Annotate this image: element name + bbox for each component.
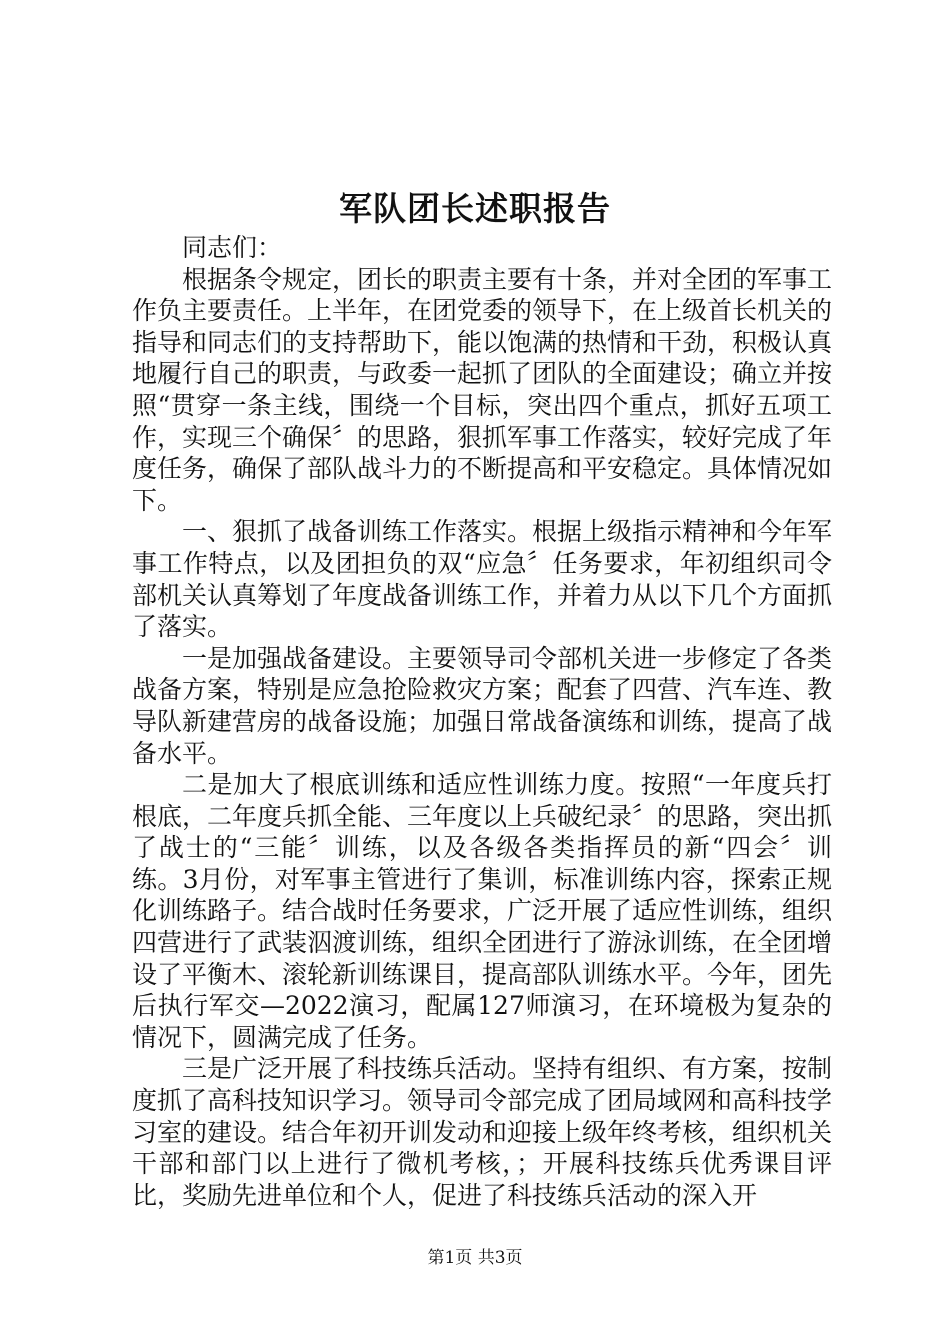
salutation: 同志们： bbox=[182, 233, 283, 262]
page-footer: 第1页 共3页 bbox=[427, 1248, 523, 1268]
paragraph-readiness: 一是加强战备建设。主要领导司令部机关进一步修定了各类战备方案，特别是应急抢险救灾方案；配套了四营、汽车连、教导队新建营房的战备设施；加强日常战备演练和训练，提高了战备水平。 bbox=[132, 643, 833, 768]
paragraph-intro: 根据条令规定，团长的职责主要有十条，并对全团的军事工作负主要责任。上半年，在团党委的领导下，在上级首长机关的指导和同志们的支持帮助下，能以饱满的热情和干劲，积极认真地履行自己的职责，与政委一起抓了团队的全面建设；确立并按照“贯穿一条主线，围绕一个目标，突出四个重点，抓好五项工作，实现三个确保〞的思路，狠抓军事工作落实，较好完成了年度任务，确保了部队战斗力的不断提高和平安稳定。具体情况如下。 bbox=[132, 264, 833, 515]
paragraph-technology: 三是广泛开展了科技练兵活动。坚持有组织、有方案，按制度抓了高科技知识学习。领导司令部完成了团局域网和高科技学习室的建设。结合年初开训发动和迎接上级年终考核，组织机关干部和部门以上进行了微机考核，；开展科技练兵优秀课目评比，奖励先进单位和个人，促进了科技练兵活动的深入开 bbox=[132, 1054, 833, 1210]
paragraph-section-one: 一、狠抓了战备训练工作落实。根据上级指示精神和今年军事工作特点，以及团担负的双“应急〞任务要求，年初组织司令部机关认真筹划了年度战备训练工作，并着力从以下几个方面抓了落实。 bbox=[132, 517, 833, 642]
document-body bbox=[132, 232, 832, 1211]
paragraph-training: 二是加大了根底训练和适应性训练力度。按照“一年度兵打根底，二年度兵抓全能、三年度以上兵破纪录〞的思路，突出抓了战士的“三能〞训练，以及各级各类指挥员的新“四会〞训练。3月份，对军事主管进行了集训，标准训练内容，探索正规化训练路子。结合战时任务要求，广泛开展了适应性训练，组织四营进行了武装泅渡训练，组织全团进行了游泳训练，在全团增设了平衡木、滚轮新训练课目，提高部队训练水平。今年，团先后执行军交—2022演习，配属127师演习，在环境极为复杂的情况下，圆满完成了任务。 bbox=[132, 770, 833, 1052]
document-title: 军队团长述职报告 bbox=[339, 189, 611, 228]
